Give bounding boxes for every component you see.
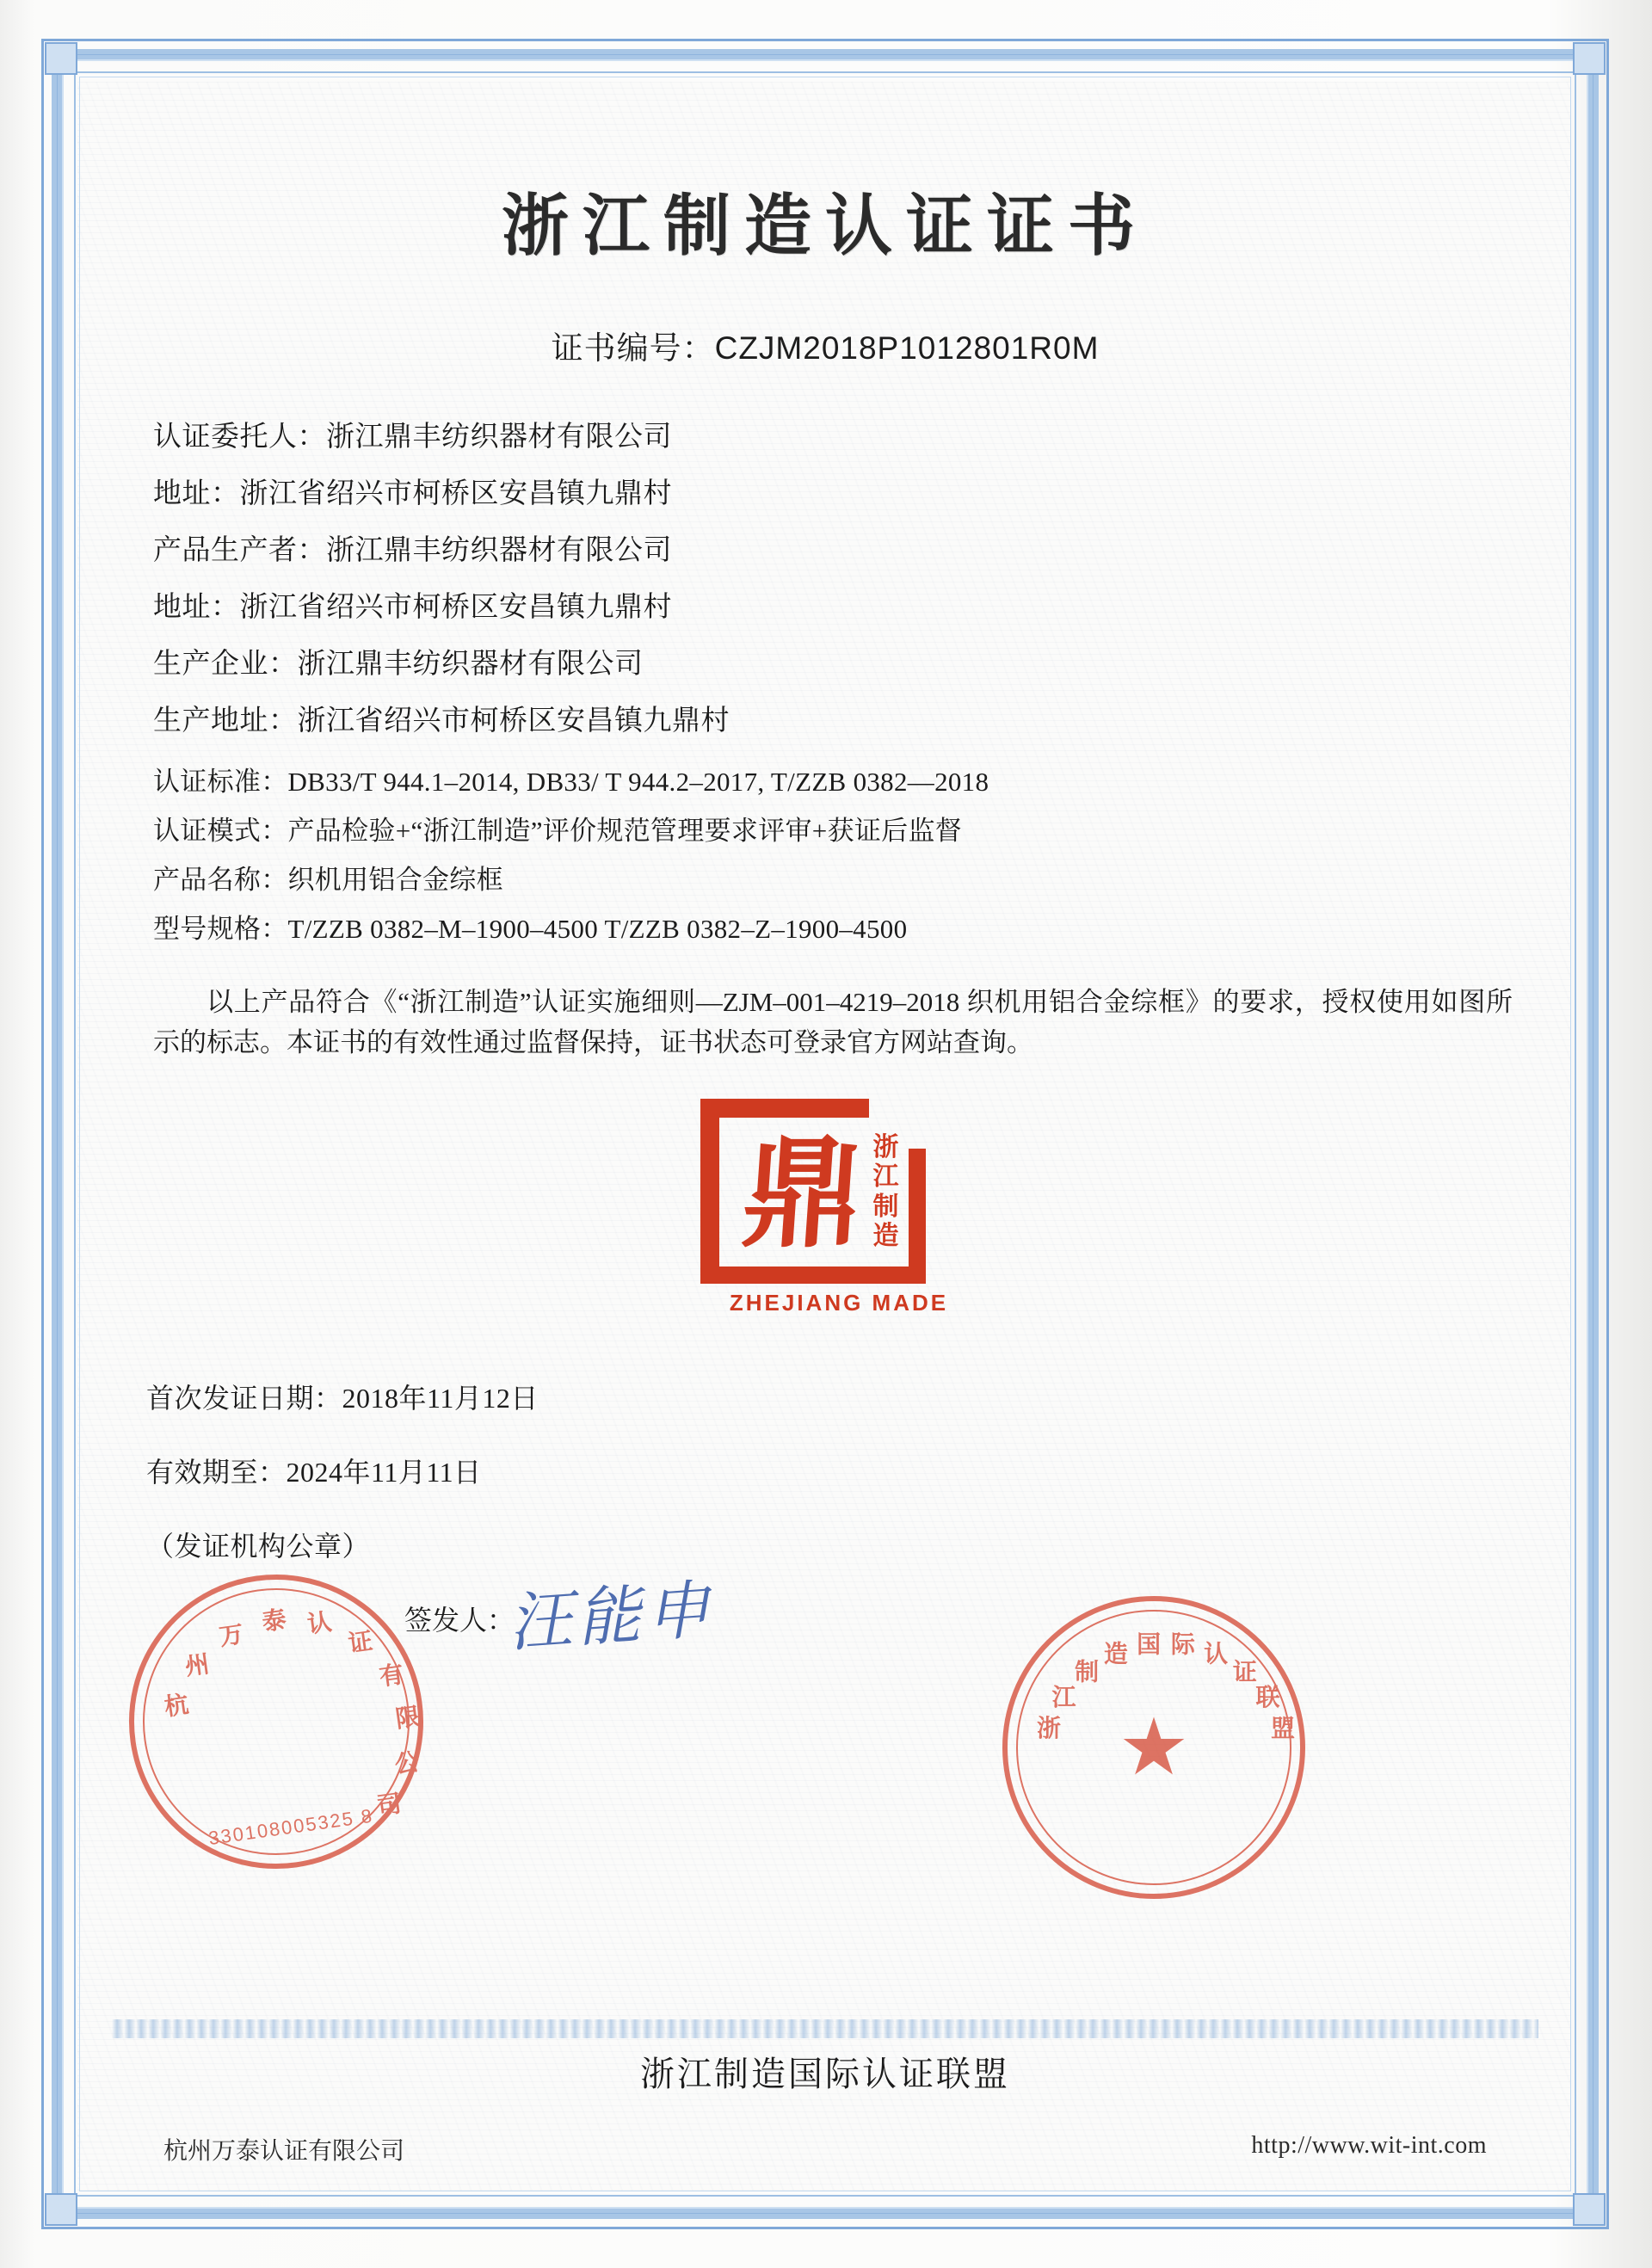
seal-char: 限	[393, 1704, 422, 1734]
party-value: 浙江鼎丰纺织器材有限公司	[326, 535, 672, 566]
star-icon: ★	[1118, 1704, 1190, 1791]
seal-registration-number: 330108005325 8	[206, 1804, 375, 1850]
corner-ornament-top-left	[45, 42, 77, 75]
spec-value: T/ZZB 0382–M–1900–4500 T/ZZB 0382–Z–1900–4500	[287, 914, 908, 944]
spec-label: 型号规格：	[153, 914, 288, 944]
party-row	[153, 594, 1538, 622]
party-row	[153, 650, 1538, 679]
seal-char: 国	[1137, 1631, 1162, 1659]
party-row	[153, 537, 1538, 565]
logo-english-text: ZHEJIANG MADE	[729, 1290, 949, 1316]
footer-website[interactable]: http://www.wit-int.com	[1251, 2132, 1487, 2159]
party-label: 地址：	[153, 592, 240, 623]
spec-row	[153, 915, 1538, 942]
seal-char: 证	[1232, 1659, 1257, 1686]
alliance-seal	[1002, 1596, 1305, 1899]
seal-char: 认	[1204, 1641, 1229, 1668]
issue-date-label: 首次发证日期：	[146, 1383, 342, 1414]
party-value: 浙江鼎丰纺织器材有限公司	[297, 649, 644, 680]
spec-row	[153, 817, 1538, 844]
seal-char: 公	[392, 1748, 422, 1779]
corner-ornament-bottom-right	[1573, 2193, 1606, 2226]
party-label: 地址：	[153, 478, 240, 509]
seal-char: 盟	[1271, 1715, 1296, 1742]
party-label: 生产地址：	[153, 706, 298, 736]
certificate-number-label: 证书编号：	[551, 331, 715, 367]
footer-wave-divider	[112, 2019, 1538, 2038]
seal-char: 州	[183, 1651, 212, 1681]
seal-char: 制	[1075, 1659, 1100, 1686]
party-value: 浙江鼎丰纺织器材有限公司	[326, 422, 672, 453]
seal-char: 万	[217, 1621, 246, 1652]
signature-handwriting: 汪能申	[505, 1572, 718, 1661]
zhejiang-made-logo-container	[112, 1099, 1538, 1327]
corner-ornament-top-right	[1573, 42, 1606, 75]
party-information	[112, 423, 1538, 736]
valid-until-value: 2024年11月11日	[286, 1457, 482, 1488]
specification-information	[112, 768, 1538, 942]
party-label: 产品生产者：	[153, 535, 326, 566]
issuing-organization: 浙江制造国际认证联盟	[640, 2055, 1010, 2093]
seal-arc-text	[1008, 1601, 1300, 1894]
seal-char: 认	[305, 1609, 334, 1639]
valid-until-label: 有效期至：	[146, 1457, 287, 1488]
spec-label: 认证模式：	[153, 816, 288, 846]
party-value: 浙江省绍兴市柯桥区安昌镇九鼎村	[297, 706, 730, 736]
spec-value: DB33/T 944.1–2014, DB33/ T 944.2–2017, T/ZZB 0382—2018	[287, 767, 989, 797]
logo-frame-top	[700, 1099, 869, 1118]
spec-value: 产品检验+“浙江制造”评价规范管理要求评审+获证后监督	[287, 816, 963, 846]
seal-char: 杭	[163, 1691, 191, 1722]
corner-ornament-bottom-left	[45, 2193, 77, 2226]
issuing-company-seal	[110, 1556, 442, 1888]
certificate-number	[112, 322, 1538, 368]
zhejiang-made-logo	[700, 1099, 950, 1327]
spec-label: 产品名称：	[153, 865, 288, 895]
seal-char: 泰	[260, 1606, 288, 1636]
seal-char: 际	[1170, 1631, 1195, 1659]
seal-char: 证	[347, 1628, 375, 1658]
spec-row	[153, 866, 1538, 893]
seal-char: 浙	[1036, 1715, 1062, 1742]
spec-value: 织机用铝合金综框	[287, 865, 503, 895]
logo-frame-right	[909, 1149, 926, 1284]
seal-char: 司	[375, 1790, 404, 1821]
seal-char: 有	[378, 1661, 406, 1692]
logo-vertical-text: 浙江制造	[872, 1133, 900, 1250]
conformity-statement: 以上产品符合《“浙江制造”认证实施细则—ZJM–001–4219–2018 织机用铝合金综框》的要求，授权使用如图所示的标志。本证书的有效性通过监督保持，证书状态可登录官方网站查询。	[153, 987, 1513, 1058]
party-label: 生产企业：	[153, 649, 298, 680]
logo-frame-bottom	[700, 1267, 926, 1284]
party-value: 浙江省绍兴市柯桥区安昌镇九鼎村	[239, 592, 672, 623]
page-footer	[112, 2019, 1538, 2166]
spec-row	[153, 768, 1538, 795]
logo-frame-left	[700, 1099, 719, 1284]
seal-char: 江	[1051, 1685, 1076, 1712]
footer-company: 杭州万泰认证有限公司	[163, 2138, 405, 2165]
seal-char: 造	[1103, 1641, 1128, 1668]
party-row	[153, 480, 1538, 508]
issue-date-row	[146, 1377, 1538, 1416]
certificate-number-value: CZJM2018P1012801R0M	[714, 330, 1100, 366]
seal-note: （发证机构公章）	[146, 1531, 371, 1562]
party-row	[153, 707, 1538, 736]
party-label: 认证委托人：	[153, 422, 326, 453]
party-row	[153, 423, 1538, 452]
page-title: 浙江制造认证证书	[501, 187, 1149, 265]
footer-details	[112, 2132, 1538, 2166]
signer-label: 签发人：	[404, 1605, 515, 1636]
issue-date-value: 2018年11月12日	[342, 1383, 539, 1414]
spec-label: 认证标准：	[153, 767, 288, 797]
valid-until-row	[146, 1451, 1538, 1490]
party-value: 浙江省绍兴市柯桥区安昌镇九鼎村	[239, 478, 672, 509]
seal-char: 联	[1255, 1685, 1280, 1712]
logo-glyph: 鼎	[737, 1124, 868, 1266]
